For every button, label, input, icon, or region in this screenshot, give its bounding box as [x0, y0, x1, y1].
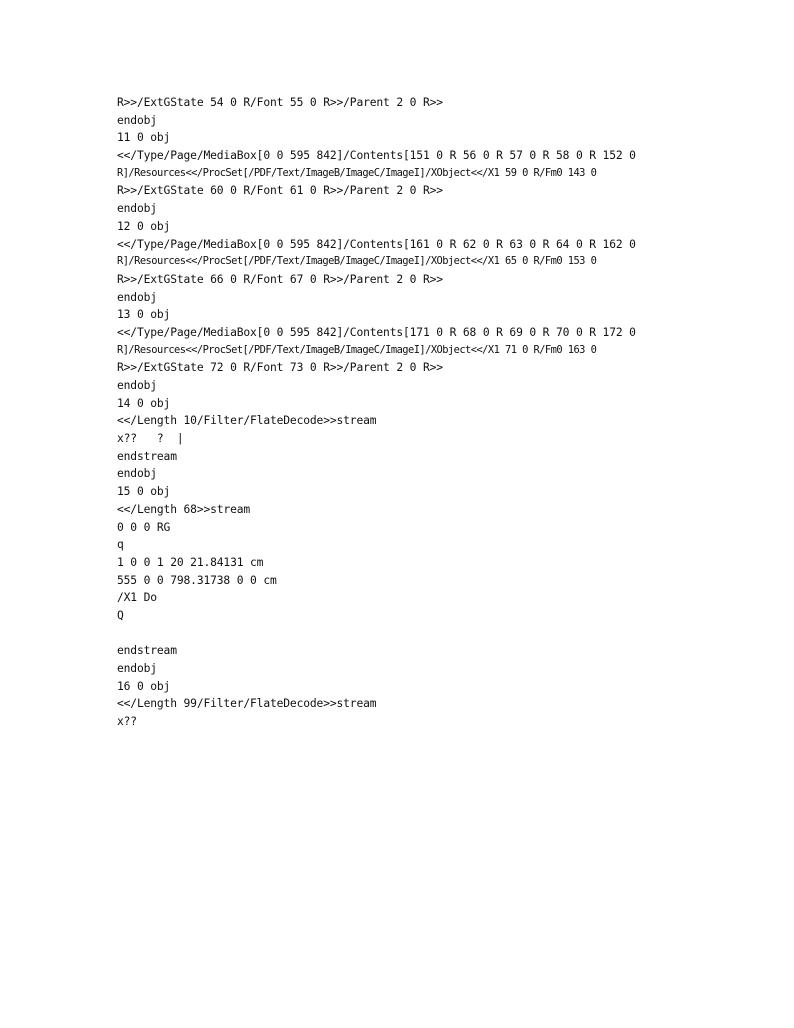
text-line: 1 0 0 1 20 21.84131 cm — [117, 555, 264, 569]
text-line: R>>/ExtGState 72 0 R/Font 73 0 R>>/Parent 2 0 R>> — [117, 361, 443, 375]
text-line: <</Length 99/Filter/FlateDecode>>stream — [117, 697, 377, 711]
text-line: 16 0 obj — [117, 679, 171, 693]
text-line: endobj — [117, 113, 157, 127]
text-line — [117, 625, 682, 643]
text-line: Q — [117, 608, 124, 622]
text-line: R>>/ExtGState 54 0 R/Font 55 0 R>>/Parent 2 0 R>> — [117, 96, 443, 109]
text-line: R>>/ExtGState 60 0 R/Font 61 0 R>>/Parent 2 0 R>> — [117, 184, 443, 198]
document-text — [117, 94, 682, 731]
text-line: 11 0 obj — [117, 131, 171, 145]
text-line: x?? — [117, 715, 137, 729]
text-line: q — [117, 538, 124, 552]
text-line: R]/Resources<</ProcSet[/PDF/Text/ImageB/ImageC/ImageI]/XObject<</X1 59 0 R/Fm0 143 0 — [117, 166, 597, 179]
text-line: endobj — [117, 290, 157, 304]
text-line: 555 0 0 798.31738 0 0 cm — [117, 573, 277, 587]
text-line: 0 0 0 RG — [117, 520, 171, 534]
text-line: endobj — [117, 662, 157, 675]
text-line: x?? ? | — [117, 432, 184, 446]
text-line: R>>/ExtGState 66 0 R/Font 67 0 R>>/Parent 2 0 R>> — [117, 272, 443, 286]
text-line: endobj — [117, 202, 157, 216]
text-line: 13 0 obj — [117, 308, 171, 322]
text-line: <</Type/Page/MediaBox[0 0 595 842]/Contents[171 0 R 68 0 R 69 0 R 70 0 R 172 0 — [117, 325, 636, 339]
text-line: 15 0 obj — [117, 485, 171, 499]
text-line: <</Length 68>>stream — [117, 502, 251, 516]
text-line: <</Length 10/Filter/FlateDecode>>stream — [117, 414, 377, 428]
text-line: endstream — [117, 449, 177, 463]
text-line: 14 0 obj — [117, 396, 171, 410]
text-line: endstream — [117, 644, 177, 658]
text-line: <</Type/Page/MediaBox[0 0 595 842]/Contents[161 0 R 62 0 R 63 0 R 64 0 R 162 0 — [117, 237, 636, 251]
text-line: R]/Resources<</ProcSet[/PDF/Text/ImageB/ImageC/ImageI]/XObject<</X1 65 0 R/Fm0 153 0 — [117, 255, 597, 268]
text-line: /X1 Do — [117, 591, 157, 605]
text-line: 12 0 obj — [117, 219, 171, 233]
text-line: endobj — [117, 467, 157, 481]
text-line: endobj — [117, 379, 157, 392]
text-line: <</Type/Page/MediaBox[0 0 595 842]/Contents[151 0 R 56 0 R 57 0 R 58 0 R 152 0 — [117, 149, 636, 163]
text-line: R]/Resources<</ProcSet[/PDF/Text/ImageB/ImageC/ImageI]/XObject<</X1 71 0 R/Fm0 163 0 — [117, 343, 597, 356]
